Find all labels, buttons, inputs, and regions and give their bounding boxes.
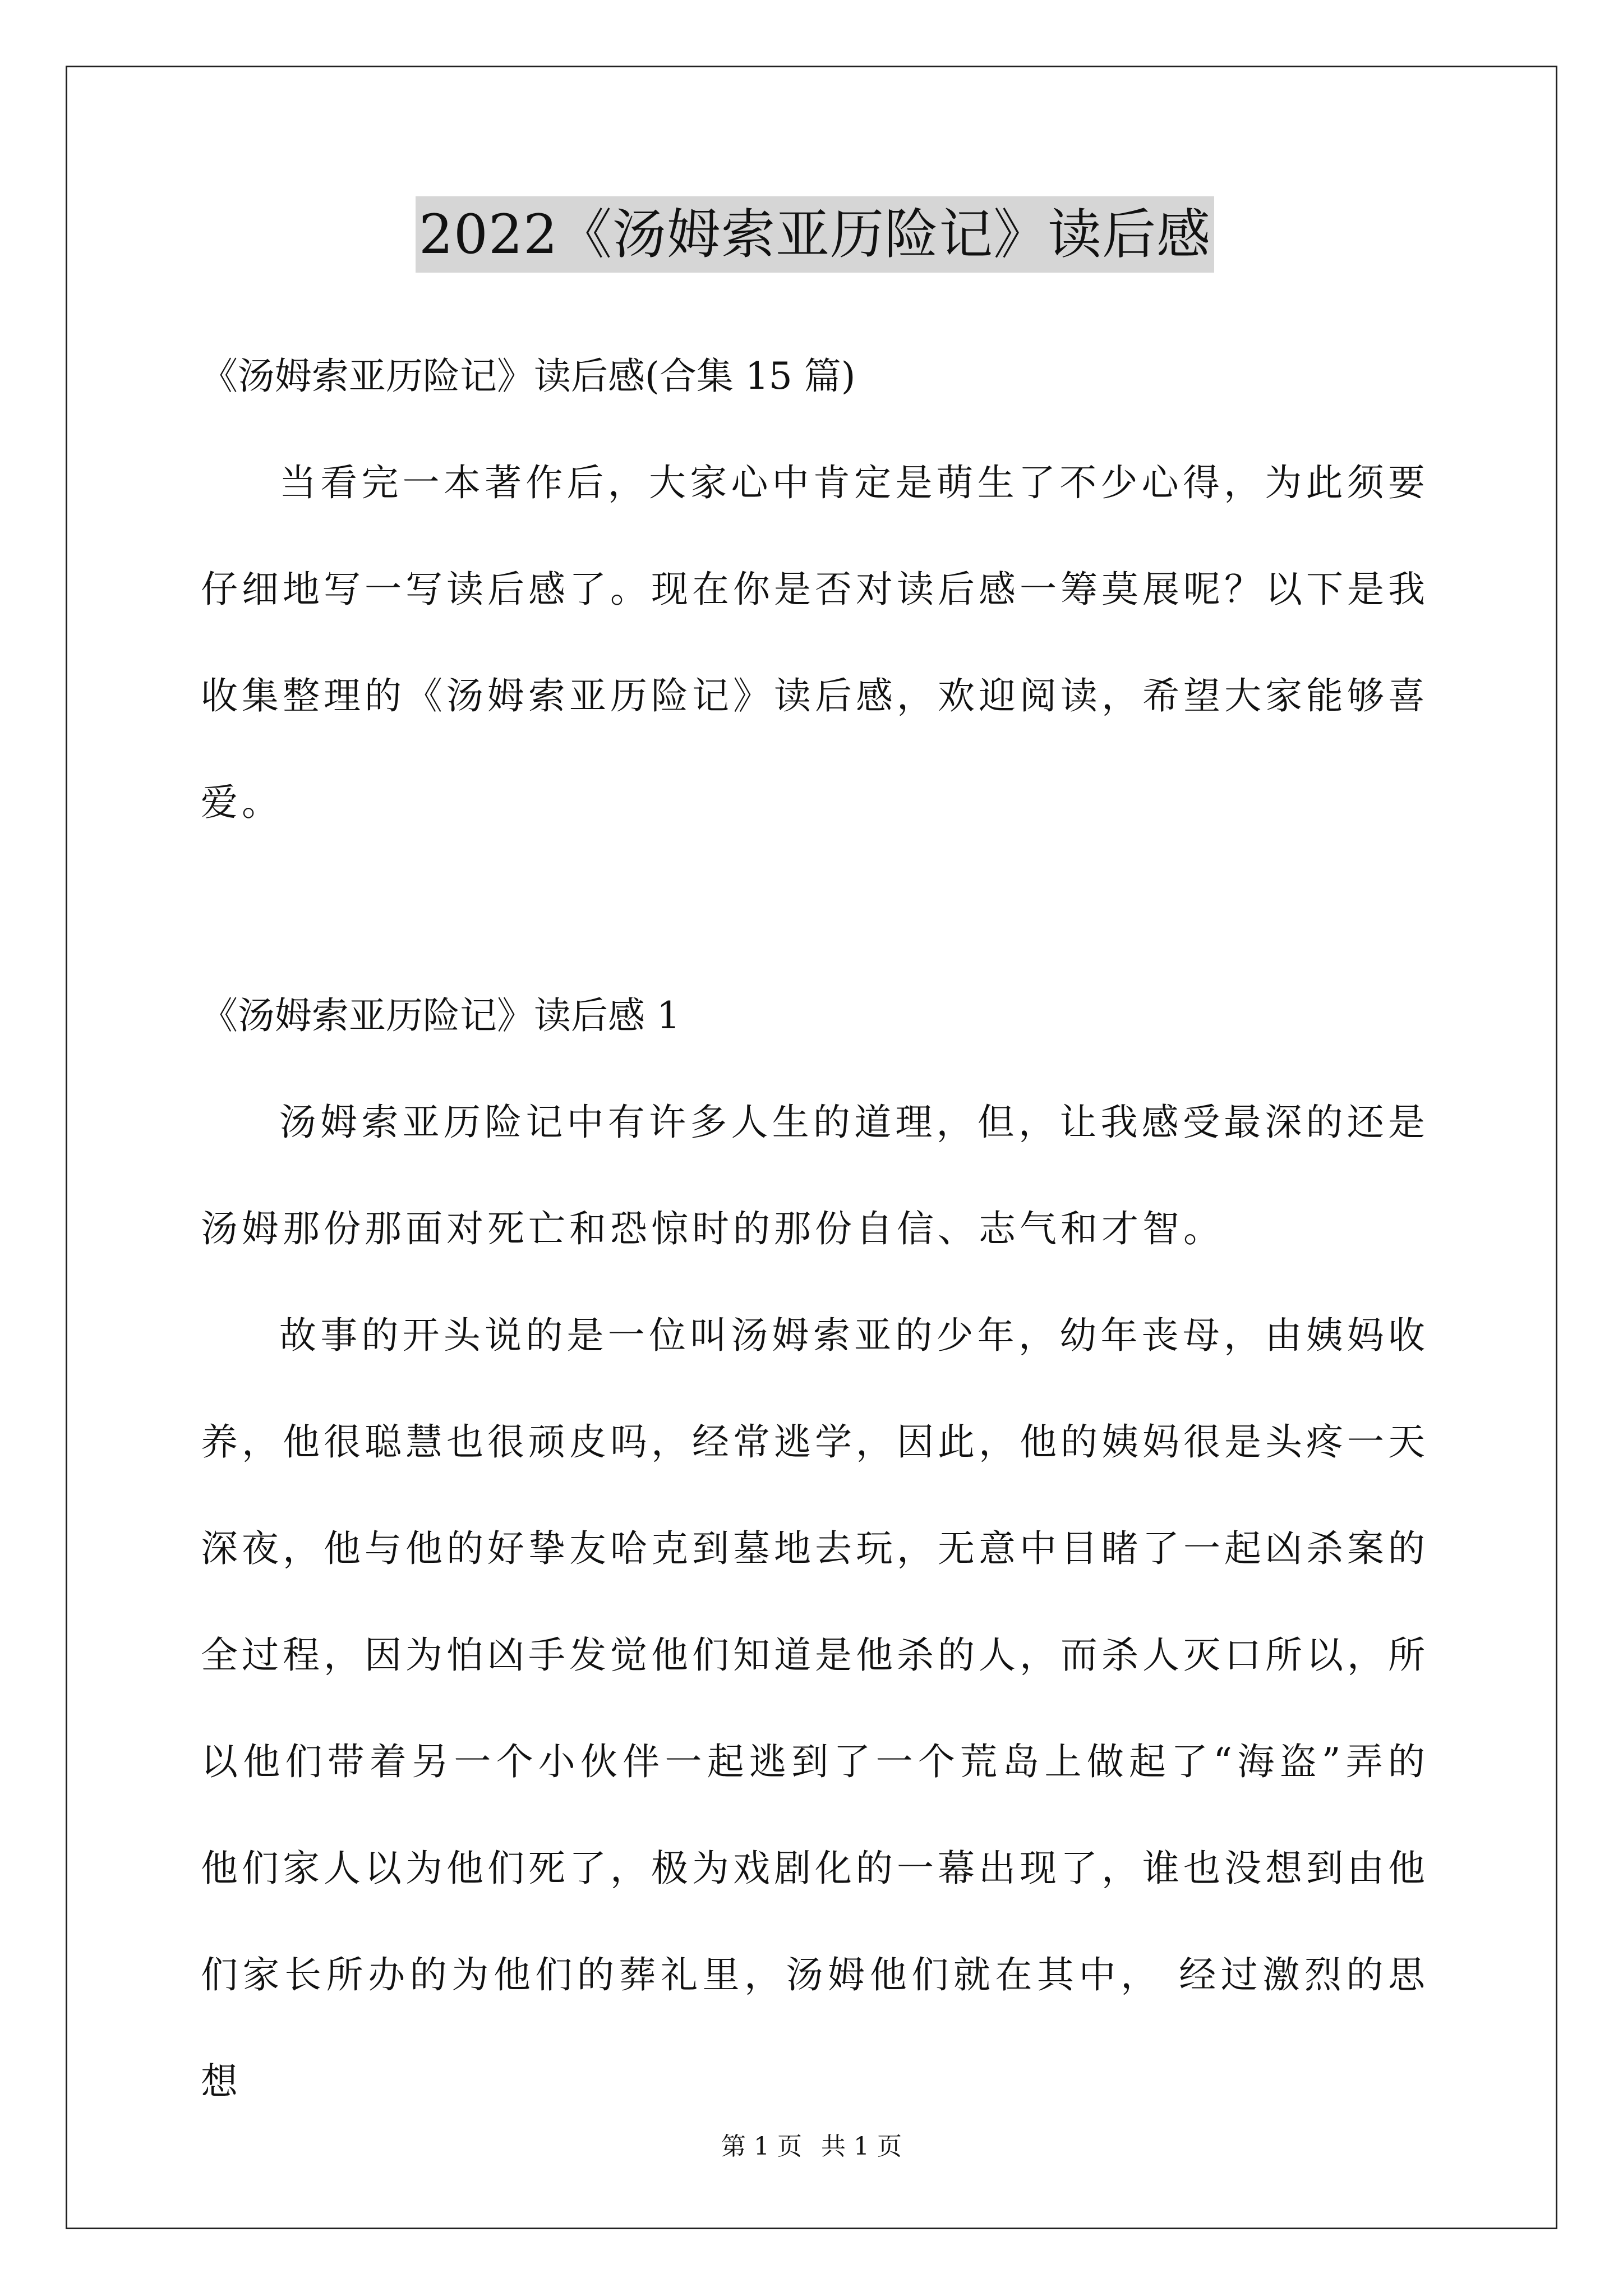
body-paragraph: 汤姆索亚历险记中有许多人生的道理，但，让我感受最深的还是汤姆那份那面对死亡和恐惊时的那份自信、志气和才智。 — [201, 1101, 1429, 1250]
title-container — [201, 196, 1429, 273]
document-subtitle: 《汤姆索亚历险记》读后感(合集 15 篇) — [201, 355, 856, 398]
page-footer — [0, 2126, 1623, 2162]
body-paragraph: 故事的开头说的是一位叫汤姆索亚的少年，幼年丧母，由姨妈收养，他很聪慧也很顽皮吗，经常逃学，因此，他的姨妈很是头疼一天深夜，他与他的好挚友哈克到墓地去玩，无意中目睹了一起凶杀案的全过程，因为怕凶手发觉他们知道是他杀的人，而杀人灭口所以，所以他们带着另一个小伙伴一起逃到了一个荒岛上做起了“海盗”弄的他们家人以为他们死了，极为戏剧化的一幕出现了，谁也没想到由他们家长所办的为他们的葬礼里，汤姆他们就在其中， 经过激烈的思想 — [201, 1314, 1429, 2103]
page-number: 第 1 页 — [721, 2132, 802, 2161]
section-heading: 《汤姆索亚历险记》读后感 1 — [201, 994, 680, 1037]
intro-paragraph: 当看完一本著作后，大家心中肯定是萌生了不少心得，为此须要仔细地写一写读后感了。现在你是否对读后感一筹莫展呢？以下是我收集整理的《汤姆索亚历险记》读后感，欢迎阅读，希望大家能够喜爱。 — [201, 461, 1429, 824]
document-body — [201, 196, 1429, 2135]
page-total: 共 1 页 — [821, 2132, 902, 2161]
document-title: 2022《汤姆索亚历险记》读后感 — [416, 196, 1214, 273]
